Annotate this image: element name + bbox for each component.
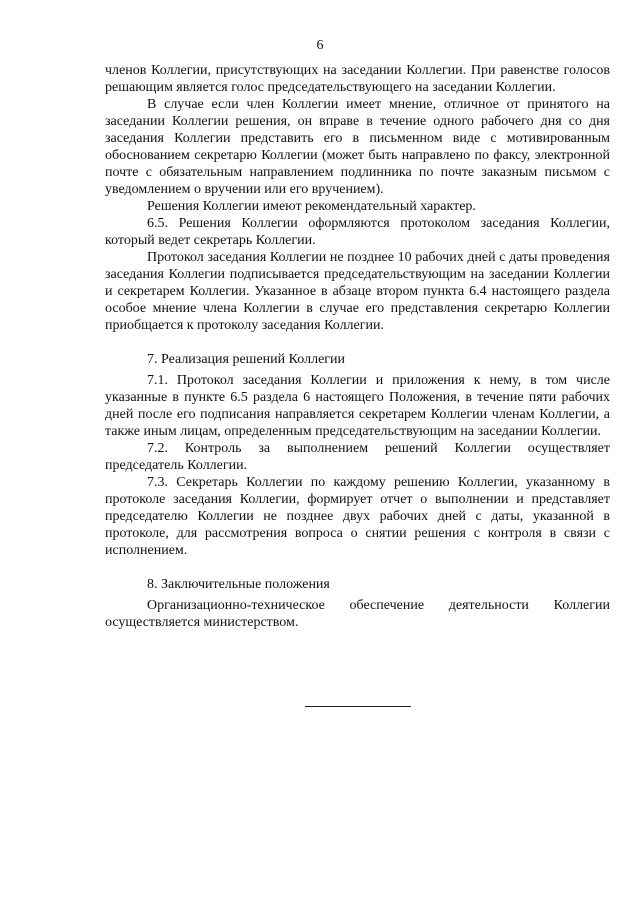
section-7-heading: 7. Реализация решений Коллегии	[147, 352, 346, 367]
paragraph-7-3: 7.3. Секретарь Коллегии по каждому решению Коллегии, указанному в протоколе заседания Коллегии, формирует отчет о выполнении и представляет председателю Коллегии не позднее двух рабочих дней с даты, указанной в протоколе, для рассмотрения вопроса о снятии решения с контроля в связи с исполнением.	[105, 475, 610, 558]
paragraph-7-1: 7.1. Протокол заседания Коллегии и приложения к нему, в том числе указанные в пункте 6.5 раздела 6 настоящего Положения, в течение пяти рабочих дней после его подписания направляется секретарем Коллегии членам Коллегии, а также иным лицам, определенным председательствующим на заседании Коллегии.	[105, 373, 610, 439]
paragraph-dissenting-opinion: В случае если член Коллегии имеет мнение, отличное от принятого на заседании Коллегии решения, он вправе в течение одного рабочего дня со дня заседания Коллегии представить его в письменном виде с мотивированным обоснованием секретарю Коллегии (может быть направлено по факсу, электронной почте с обязательным направлением подлинника по почте заказным письмом с уведомлением о вручении или его вручением).	[105, 97, 610, 197]
paragraph-protocol-signing: Протокол заседания Коллегии не позднее 10 рабочих дней с даты проведения заседания Коллегии подписывается председательствующим на заседании Коллегии и секретарем Коллегии. Указанное в абзаце втором пункта 6.4 настоящего раздела особое мнение члена Коллегии в случае его представления секретарю Коллегии приобщается к протоколу заседания Коллегии.	[105, 250, 610, 333]
paragraph-8-1: Организационно-техническое обеспечение деятельности Коллегии осуществляется министерством.	[105, 598, 610, 630]
paragraph-recommendatory: Решения Коллегии имеют рекомендательный характер.	[147, 199, 476, 214]
paragraph-6-5: 6.5. Решения Коллегии оформляются протоколом заседания Коллегии, который ведет секретарь Коллегии.	[105, 216, 610, 248]
paragraph-7-2: 7.2. Контроль за выполнением решений Коллегии осуществляет председатель Коллегии.	[105, 441, 610, 473]
page-number: 6	[316, 38, 324, 53]
document-body	[105, 62, 610, 631]
end-of-document-rule	[305, 706, 411, 707]
paragraph-continuation: членов Коллегии, присутствующих на заседании Коллегии. При равенстве голосов решающим является голос председательствующего на заседании Коллегии.	[105, 63, 610, 95]
section-8-heading: 8. Заключительные положения	[147, 577, 330, 592]
